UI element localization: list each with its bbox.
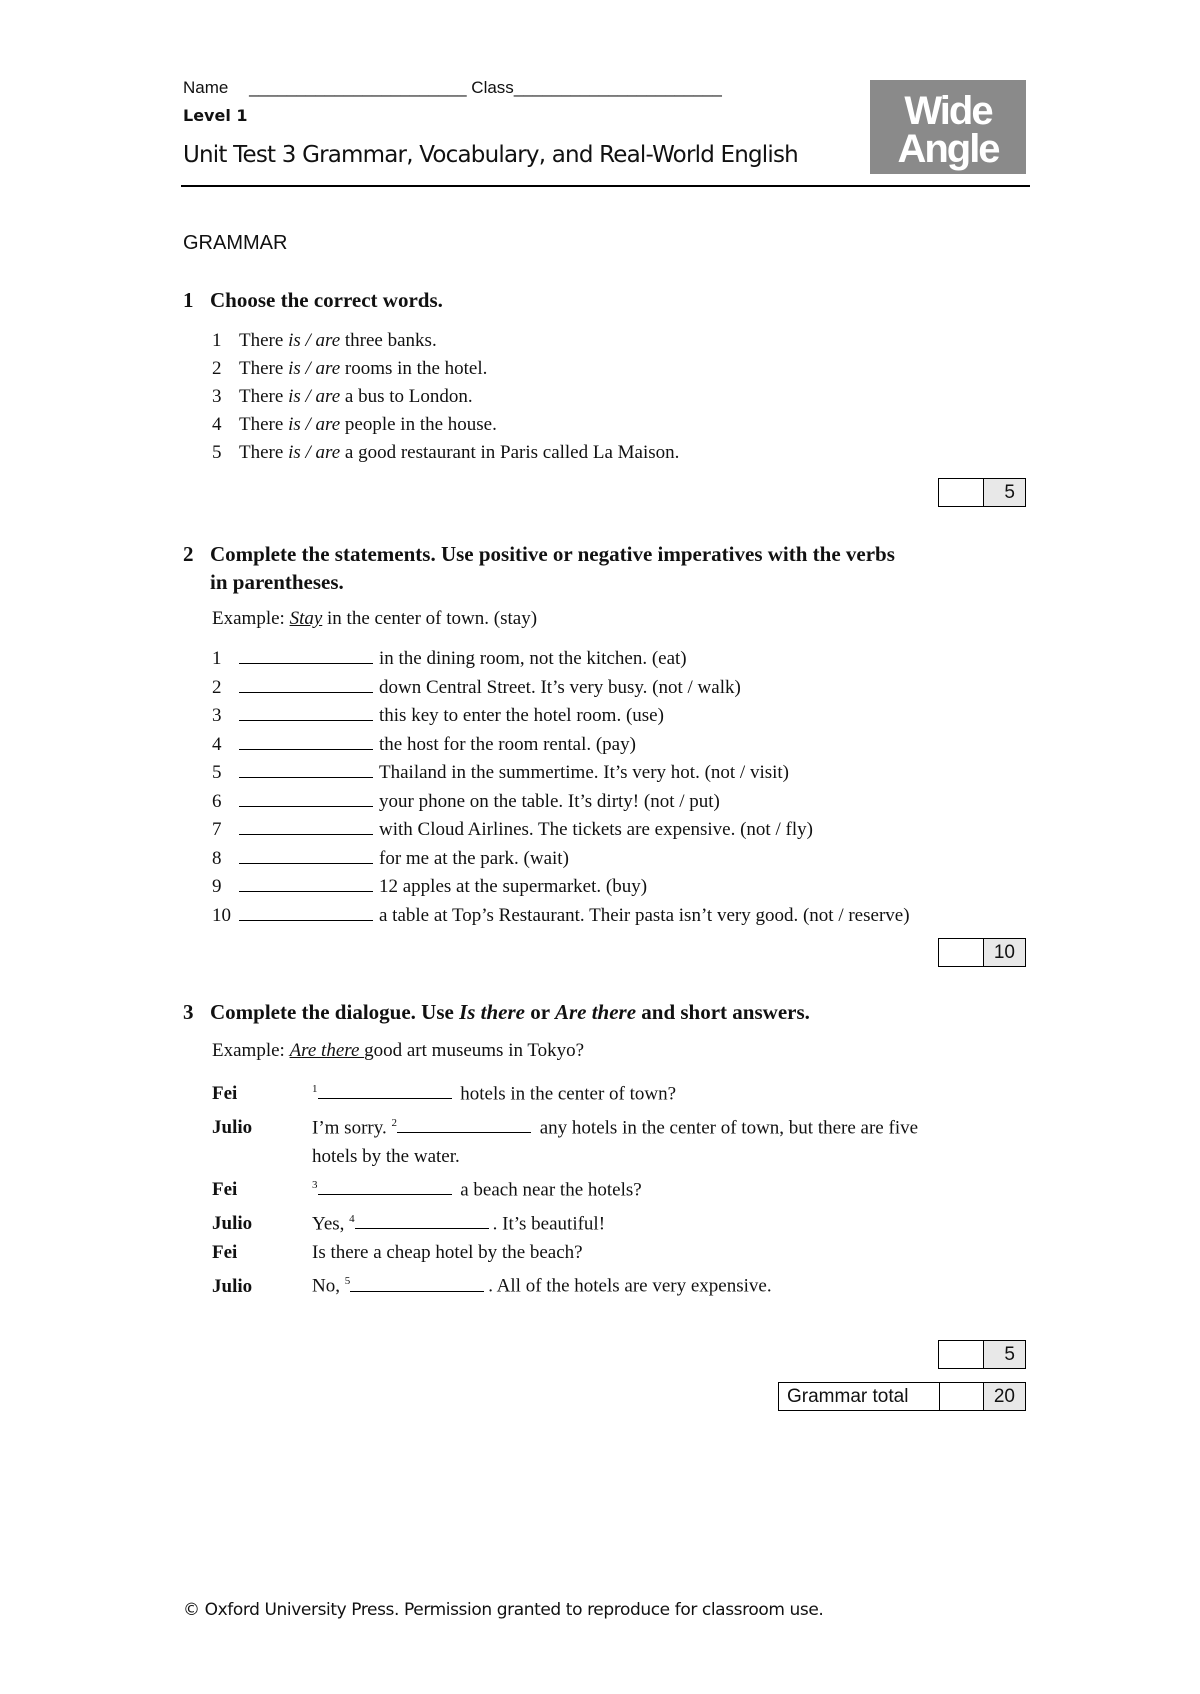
dialogue-line: Julio I’m sorry. $^2$ any hotels in the center of town, but there are five: [212, 1116, 919, 1139]
answer-blank[interactable]: [239, 648, 373, 664]
list-item: 7 with Cloud Airlines. The tickets are expensive. (not / fly): [212, 819, 813, 840]
dialogue-line: hotels by the water.: [312, 1145, 460, 1167]
answer-blank[interactable]: [239, 762, 373, 778]
score-max: 10: [983, 939, 1025, 966]
name-field[interactable]: [183, 78, 722, 98]
answer-blank[interactable]: [239, 876, 373, 892]
list-item: 3 this key to enter the hotel room. (use): [212, 705, 664, 726]
choice-option[interactable]: is / are: [288, 414, 341, 435]
answer-blank[interactable]: [239, 819, 373, 835]
list-item: 6 your phone on the table. It’s dirty! (not / put): [212, 790, 720, 812]
dialogue-line: Julio Yes, $^4$ . It’s beautiful!: [212, 1212, 606, 1235]
q1-score-box: [938, 478, 1026, 507]
list-item: 2 down Central Street. It’s very busy. (not / walk): [212, 676, 741, 698]
answer-blank[interactable]: [318, 1083, 452, 1099]
answer-blank[interactable]: [350, 1276, 484, 1292]
level-label: Level 1: [183, 106, 248, 125]
answer-blank[interactable]: [239, 848, 373, 864]
q3-number: 3: [183, 1000, 194, 1024]
score-max: 5: [983, 479, 1025, 506]
grammar-total-box: [778, 1382, 1026, 1411]
name-label: Name: [183, 78, 229, 97]
q2-instruction-2: in parentheses.: [210, 570, 344, 594]
q3-score-box: [938, 1340, 1026, 1369]
dialogue: [212, 1075, 918, 1301]
score-max: 5: [983, 1341, 1025, 1368]
answer-blank[interactable]: [239, 705, 373, 721]
score-input[interactable]: [939, 939, 983, 966]
answer-blank[interactable]: [239, 905, 373, 921]
q3-heading: 3 Complete the dialogue. Use Is there or Are there and short answers.: [183, 1000, 810, 1024]
q2-list: [212, 645, 910, 930]
q3-example: Example: Are there good art museums in Tokyo?: [212, 1040, 585, 1061]
answer-blank[interactable]: [239, 734, 373, 750]
list-item: 3 There is / are a bus to London.: [212, 386, 473, 407]
total-max: 20: [983, 1383, 1025, 1410]
copyright-footer: © Oxford University Press. Permission granted to reproduce for classroom use.: [183, 1600, 824, 1620]
list-item: 8 for me at the park. (wait): [212, 847, 569, 869]
q1-number: 1: [183, 288, 194, 312]
header-rule: [181, 185, 1030, 187]
answer-blank[interactable]: [239, 677, 373, 693]
name-line[interactable]: _______________________: [249, 78, 467, 97]
dialogue-line: Fei $^3$ a beach near the hotels?: [212, 1179, 642, 1201]
example-answer: Stay: [289, 608, 323, 629]
score-input[interactable]: [939, 1341, 983, 1368]
choice-option[interactable]: is / are: [288, 358, 341, 379]
q1-heading: [183, 288, 443, 313]
answer-blank[interactable]: [355, 1213, 489, 1229]
q1-list: [212, 327, 679, 467]
q2-number: 2: [183, 542, 194, 566]
answer-blank[interactable]: [318, 1179, 452, 1195]
list-item: 1 in the dining room, not the kitchen. (eat): [212, 648, 687, 669]
total-input[interactable]: [939, 1383, 983, 1410]
total-label: Grammar total: [787, 1386, 909, 1407]
section-title: GRAMMAR: [183, 232, 288, 254]
list-item: 9 12 apples at the supermarket. (buy): [212, 876, 648, 897]
wide-angle-logo: [870, 80, 1026, 174]
logo-text-2: Angle: [897, 127, 999, 171]
list-item: 4 There is / are people in the house.: [212, 414, 497, 435]
list-item: 1 There is / are three banks.: [212, 330, 437, 351]
list-item: 5 Thailand in the summertime. It’s very hot. (not / visit): [212, 762, 790, 783]
unit-title: Unit Test 3 Grammar, Vocabulary, and Real-World English: [183, 142, 798, 168]
dialogue-line: Fei $^1$ hotels in the center of town?: [212, 1083, 677, 1105]
list-item: 4 the host for the room rental. (pay): [212, 733, 636, 755]
example-answer: Are there: [289, 1040, 365, 1061]
dialogue-line: Fei Is there a cheap hotel by the beach?: [212, 1241, 583, 1263]
answer-blank[interactable]: [239, 791, 373, 807]
dialogue-line: Julio No, $^5$ . All of the hotels are very expensive.: [212, 1275, 772, 1297]
logo-text-1: Wide: [904, 89, 992, 133]
list-item: 2 There is / are rooms in the hotel.: [212, 358, 488, 379]
q2-instruction-1: Complete the statements. Use positive or negative imperatives with the verbs: [210, 542, 895, 566]
class-line[interactable]: ______________________: [513, 78, 722, 97]
choice-option[interactable]: is / are: [288, 330, 341, 351]
list-item: 10 a table at Top’s Restaurant. Their pasta isn’t very good. (not / reserve): [212, 904, 910, 926]
choice-option[interactable]: is / are: [288, 442, 341, 463]
q1-instruction: Choose the correct words.: [210, 288, 443, 312]
answer-blank[interactable]: [397, 1117, 531, 1133]
choice-option[interactable]: is / are: [288, 386, 341, 407]
score-input[interactable]: [939, 479, 983, 506]
q2-score-box: [938, 938, 1026, 967]
q2-heading: [183, 540, 895, 596]
list-item: 5 There is / are a good restaurant in Paris called La Maison.: [212, 442, 680, 463]
class-label: Class: [471, 78, 514, 97]
q2-example: Example: Stay in the center of town. (stay): [212, 608, 538, 629]
